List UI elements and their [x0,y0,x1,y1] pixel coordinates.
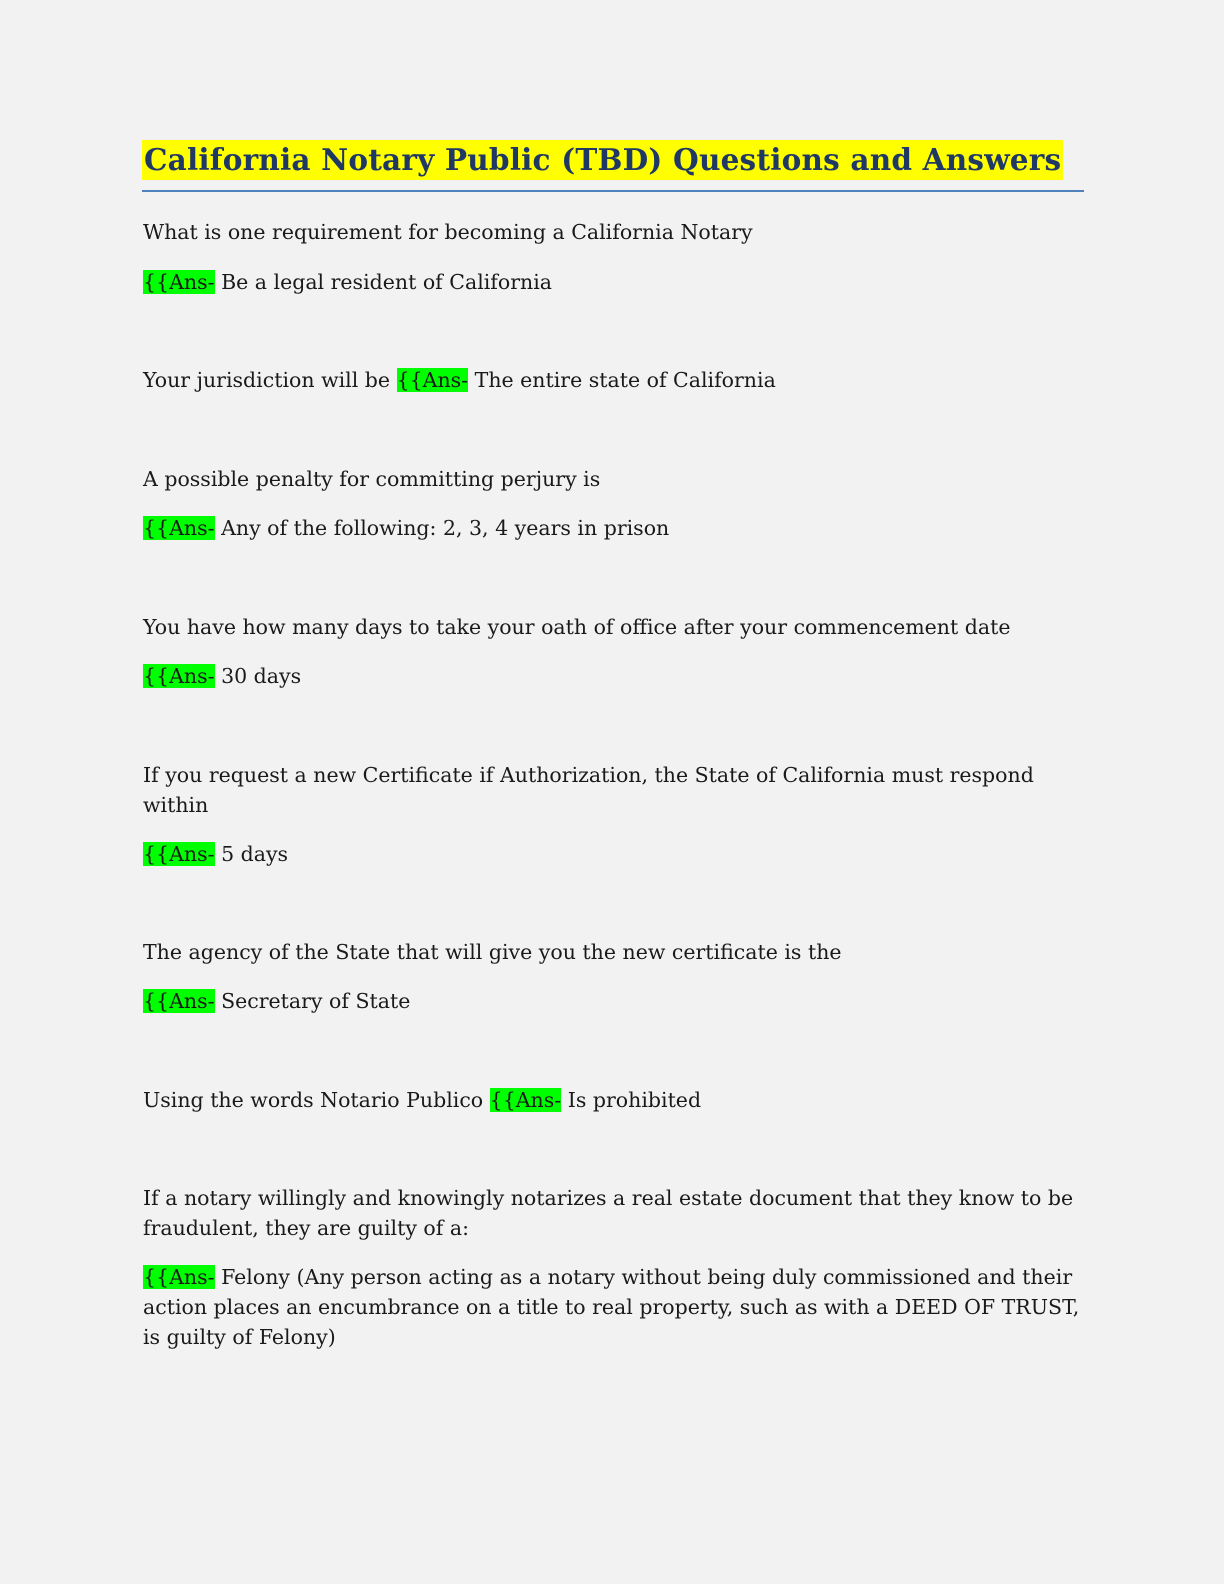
answer-tag: {{Ans- [143,270,215,294]
answer-5-text: 5 days [214,842,289,866]
answer-tag: {{Ans- [489,1088,562,1112]
answer-tag: {{Ans- [143,664,215,688]
question-8 [143,1183,1083,1243]
answer-tag: {{Ans- [143,516,215,540]
answer-5 [143,839,1083,869]
answer-tag: {{Ans- [143,842,215,866]
answer-4 [143,661,1083,691]
question-1 [143,217,1083,247]
answer-2-text: The entire state of California [468,368,776,392]
question-6-text: The agency of the State that will give you the new certificate is the [143,940,842,964]
answer-3 [143,513,1083,543]
answer-3-text: Any of the following: 2, 3, 4 years in prison [214,516,670,540]
title-block [142,140,1084,192]
answer-6-text: Secretary of State [214,989,411,1013]
answer-4-text: 30 days [214,664,302,688]
page-title: California Notary Public (TBD) Questions and Answers [142,140,1063,180]
answer-tag: {{Ans- [396,368,469,392]
answer-8 [143,1262,1083,1352]
question-2-text: Your jurisdiction will be [143,368,397,392]
question-3-text: A possible penalty for committing perjury is [143,467,601,491]
question-3 [143,464,1083,494]
answer-tag: {{Ans- [143,989,215,1013]
question-7-text: Using the words Notario Publico [143,1088,490,1112]
question-5 [143,760,1083,820]
question-8-text: If a notary willingly and knowingly notarizes a real estate document that they know to be fraudulent, they are guilty of a: [143,1186,1074,1240]
question-4-text: You have how many days to take your oath of office after your commencement date [143,615,1011,639]
question-2 [143,365,1083,395]
question-4 [143,612,1083,642]
answer-6 [143,986,1083,1016]
answer-8-text: Felony (Any person acting as a notary without being duly commissioned and their action places an encumbrance on a title to real property, such as with a DEED OF TRUST, is guilty of Felony) [143,1265,1080,1349]
question-5-text: If you request a new Certificate if Authorization, the State of California must respond within [143,763,1034,817]
answer-tag: {{Ans- [143,1265,215,1289]
answer-1 [143,267,1083,297]
answer-1-text: Be a legal resident of California [214,270,553,294]
question-1-text: What is one requirement for becoming a California Notary [143,220,753,244]
question-6 [143,937,1083,967]
question-7 [143,1085,1083,1115]
answer-7-text: Is prohibited [561,1088,702,1112]
